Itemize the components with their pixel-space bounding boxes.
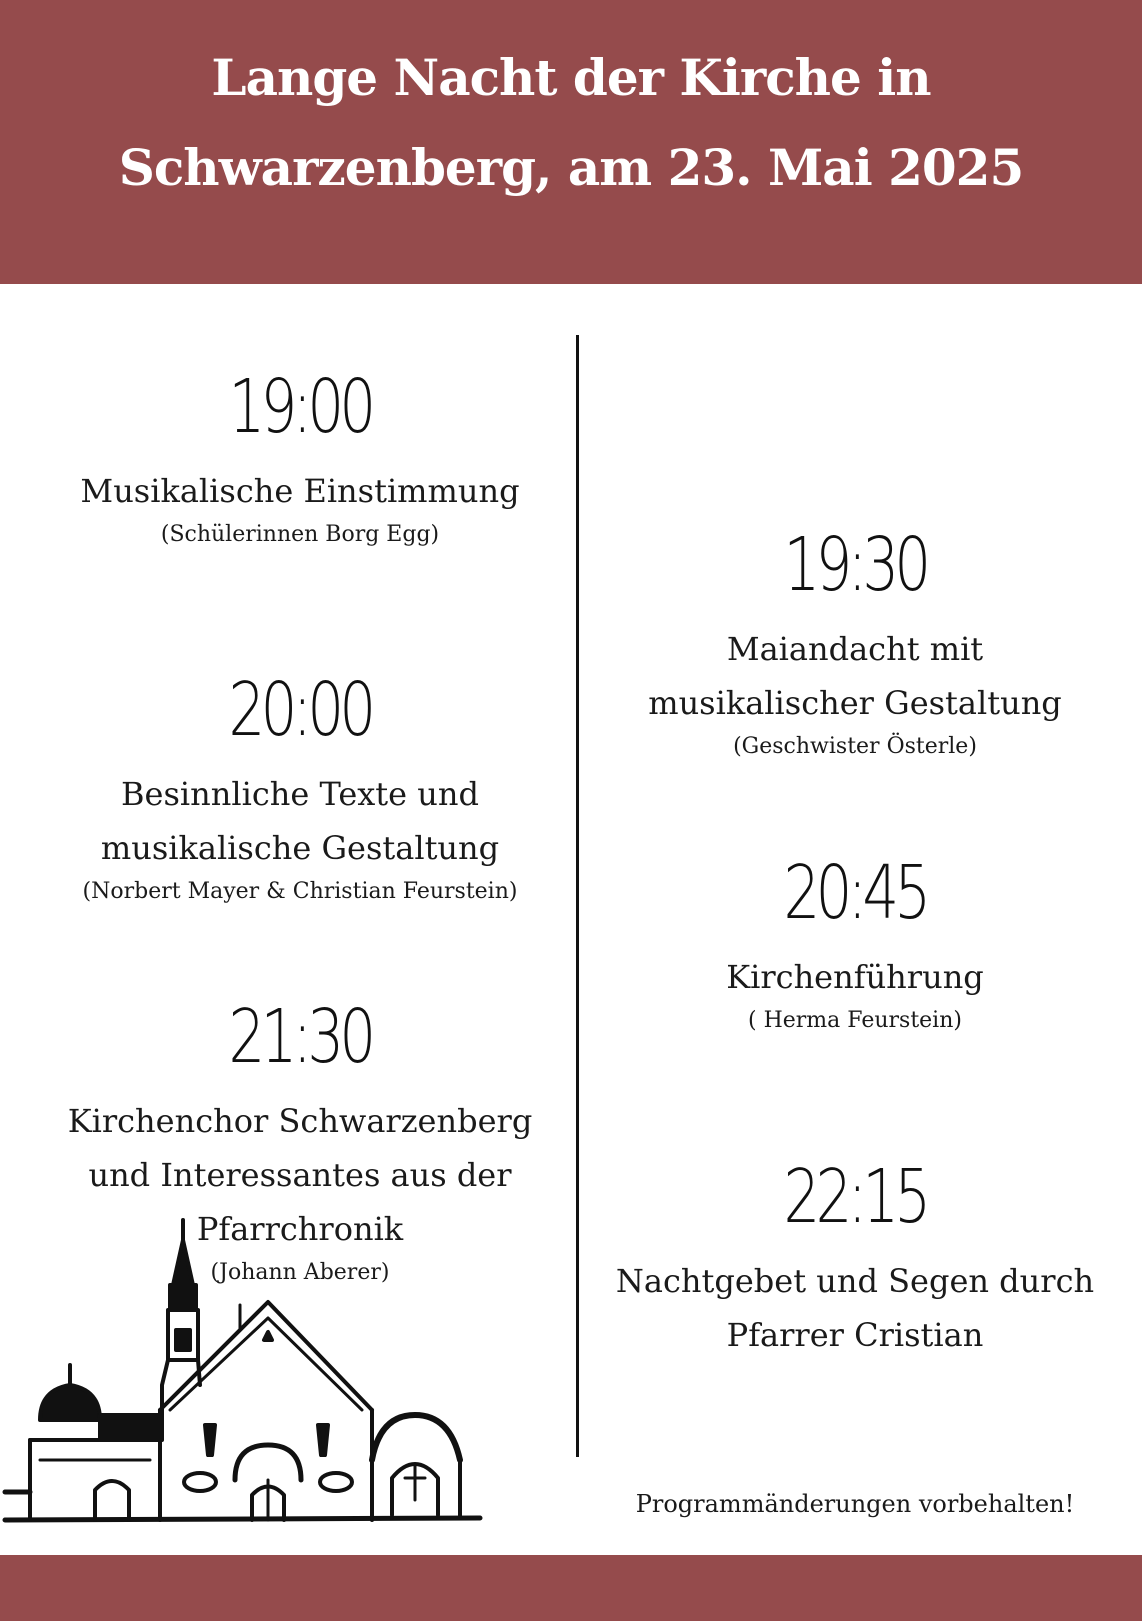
event-title-line: Pfarrchronik [196,1210,404,1248]
event-time: 22:15 [783,1154,927,1240]
event-title-line: Pfarrer Cristian [726,1316,984,1354]
event-time: 19:30 [783,522,927,608]
event-2045 [610,850,1100,1036]
event-2215 [610,1154,1100,1362]
event-title-line: Maiandacht mit [726,630,984,668]
event-performer: ( Herma Feurstein) [748,1008,962,1033]
event-title-line: Kirchenführung [726,958,984,996]
event-2000 [40,667,560,907]
event-performer: (Geschwister Österle) [733,734,977,759]
event-title [610,950,1100,1004]
event-title-line: musikalischer Gestaltung [648,684,1062,722]
event-title [610,1254,1100,1362]
event-title-line: Musikalische Einstimmung [80,472,520,510]
event-1900 [40,364,560,550]
event-title [40,767,560,875]
event-performer: (Johann Aberer) [210,1260,390,1285]
center-divider [576,335,579,1457]
event-title-line: Kirchenchor Schwarzenberg [67,1102,533,1140]
event-title-line: Nachtgebet und Segen durch [615,1262,1095,1300]
event-time: 20:00 [228,667,372,753]
event-title-line: Besinnliche Texte und [121,775,479,813]
event-time: 20:45 [783,850,927,936]
event-time: 19:00 [228,364,372,450]
footer-banner [0,1555,1142,1621]
program-change-note: Programmänderungen vorbehalten! [635,1490,1075,1518]
church-sketch-icon [0,1210,490,1555]
title-line-1: Lange Nacht der Kirche in [211,48,931,107]
event-performer: (Norbert Mayer & Christian Feurstein) [82,879,518,904]
event-time: 21:30 [228,994,372,1080]
event-title [40,464,560,518]
event-title-line: und Interessantes aus der [88,1156,512,1194]
header-banner [0,0,1142,284]
event-title [610,622,1100,730]
event-title-line: musikalische Gestaltung [100,829,500,867]
title-line-2: Schwarzenberg, am 23. Mai 2025 [118,138,1024,197]
event-performer: (Schülerinnen Borg Egg) [160,522,440,547]
event-1930 [610,522,1100,762]
